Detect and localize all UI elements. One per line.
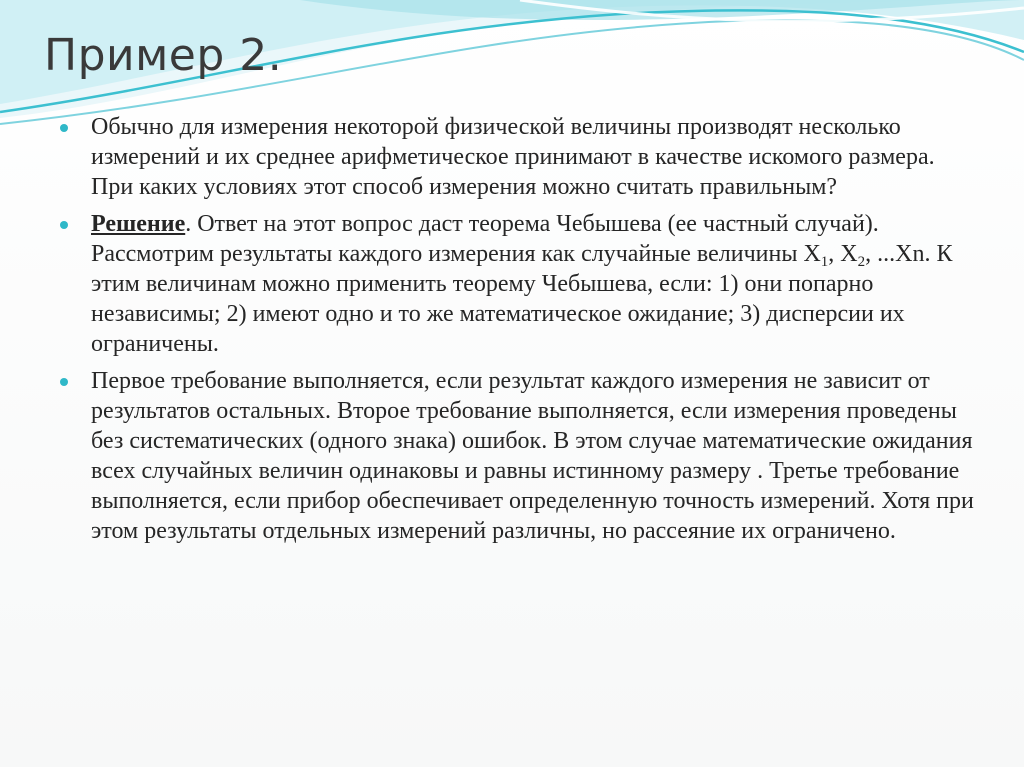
slide-title: Пример 2. [44,30,283,81]
subscript-2: 2 [857,254,866,270]
bullet-item-question [60,112,980,202]
bullet-list [60,112,980,553]
bullet-dot-icon [60,124,68,132]
solution-text-part-a: . Ответ на этот вопрос даст теорема Чебышева (ее частный случай). Рассмотрим результаты каждого измерения как случайные величины X [91,211,879,267]
bullet-dot-icon [60,221,68,229]
bullet-item-explanation [60,366,980,546]
solution-separator: , X [828,241,858,267]
solution-label: Решение [91,211,186,237]
bullet-item-solution [60,209,980,359]
bullet-dot-icon [60,378,68,386]
solution-text-part-b: , ...Xn. К этим величинам можно применить теорему Чебышева, если: 1) они попарно независимы; 2) имеют одно и то же математическое ожидание; 3) дисперсии их ограничены. [91,241,953,357]
bullet-text: Обычно для измерения некоторой физической величины производят несколько измерений и их среднее арифметическое принимают в качестве искомого размера. При каких условиях этот способ измерения можно считать правильным? [91,114,935,200]
subscript-1: 1 [820,254,829,270]
bullet-text: Первое требование выполняется, если результат каждого измерения не зависит от результатов остальных. Второе требование выполняется, если измерения проведены без систематических (одного знака) ошибок. В этом случае математические ожидания всех случайных величин одинаковы и равны истинному размеру . Третье требование выполняется, если прибор обеспечивает определенную точность измерений. Хотя при этом результаты отдельных измерений различны, но рассеяние их ограничено. [91,368,974,544]
